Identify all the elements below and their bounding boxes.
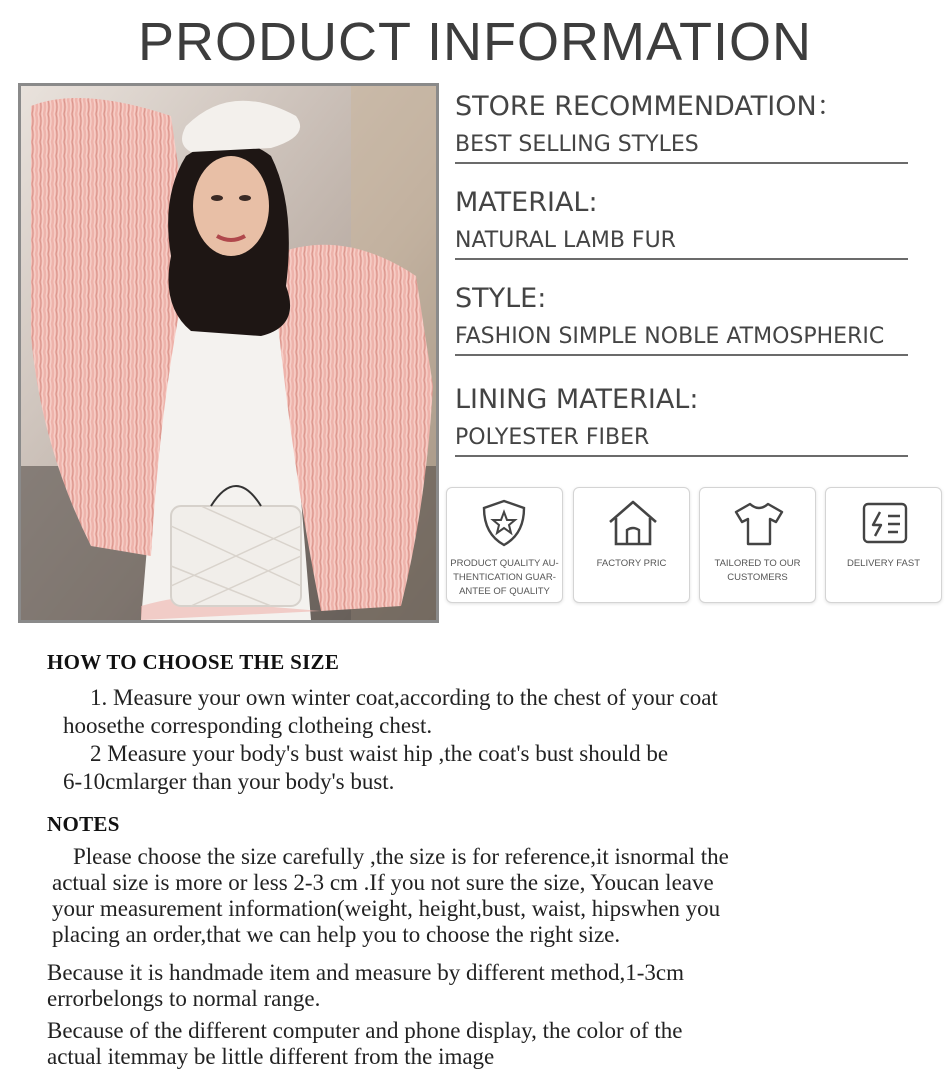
notes-heading: NOTES	[47, 812, 120, 836]
shield-star-icon	[479, 498, 529, 548]
badge-label: DELIVERY FAST	[846, 558, 921, 569]
badge-label: TAILORED TO OUR CUSTOMERS	[714, 558, 801, 583]
model-in-pink-fur-coat-image	[21, 86, 436, 620]
spec-divider	[455, 354, 908, 356]
color-note-line: Because of the different computer and phone display, the color of the	[47, 1018, 683, 1043]
handmade-note-line: errorbelongs to normal range.	[47, 986, 321, 1011]
color-note-line: actual itemmay be little different from the image	[47, 1044, 495, 1069]
spec-divider	[455, 162, 908, 164]
badge-factory-price	[573, 487, 690, 603]
badge-tailored	[699, 487, 816, 603]
size-guide-line: 2 Measure your body's bust waist hip ,the coat's bust should be	[90, 741, 669, 766]
spec-style	[455, 282, 935, 356]
spec-lining-material	[455, 383, 935, 457]
spec-label: LINING MATERIAL:	[455, 384, 699, 415]
spec-label: MATERIAL:	[455, 187, 598, 218]
size-guide-heading: HOW TO CHOOSE THE SIZE	[47, 650, 340, 674]
handmade-note-line: Because it is handmade item and measure by different method,1-3cm	[47, 960, 684, 985]
notes-line: actual size is more or less 2-3 cm .If you not sure the size, Youcan leave	[52, 870, 714, 895]
spec-value: FASHION SIMPLE NOBLE ATMOSPHERIC	[455, 324, 885, 349]
size-guide-line: 6-10cmlarger than your body's bust.	[63, 769, 395, 794]
size-guide-line: hoosethe corresponding clotheing chest.	[63, 713, 433, 738]
spec-store-recommendation	[455, 90, 935, 164]
badge-delivery	[825, 487, 942, 603]
product-photo	[18, 83, 439, 623]
page-title: PRODUCT INFORMATION	[138, 12, 812, 72]
spec-value: NATURAL LAMB FUR	[455, 228, 676, 253]
size-guide-line: 1. Measure your own winter coat,according to the chest of your coat	[90, 685, 718, 710]
badge-label: FACTORY PRIC	[596, 558, 667, 569]
notes-line: placing an order,that we can help you to choose the right size.	[52, 922, 621, 947]
notes-line: Please choose the size carefully ,the size is for reference,it isnormal the	[73, 844, 729, 869]
notes-line: your measurement information(weight, height,bust, waist, hipswhen you	[52, 896, 721, 921]
badge-quality	[446, 487, 563, 603]
spec-material	[455, 186, 935, 260]
delivery-icon	[858, 498, 912, 548]
spec-value: BEST SELLING STYLES	[455, 132, 699, 157]
spec-label: STORE RECOMMENDATION：	[455, 91, 844, 122]
tshirt-icon	[732, 498, 786, 548]
spec-divider	[455, 258, 908, 260]
spec-label: STYLE:	[455, 283, 547, 314]
spec-divider	[455, 455, 908, 457]
badge-label: PRODUCT QUALITY AU- THENTICATION GUAR- ANTEE OF QUALITY	[450, 558, 559, 597]
house-icon	[606, 498, 660, 548]
spec-value: POLYESTER FIBER	[455, 425, 650, 450]
